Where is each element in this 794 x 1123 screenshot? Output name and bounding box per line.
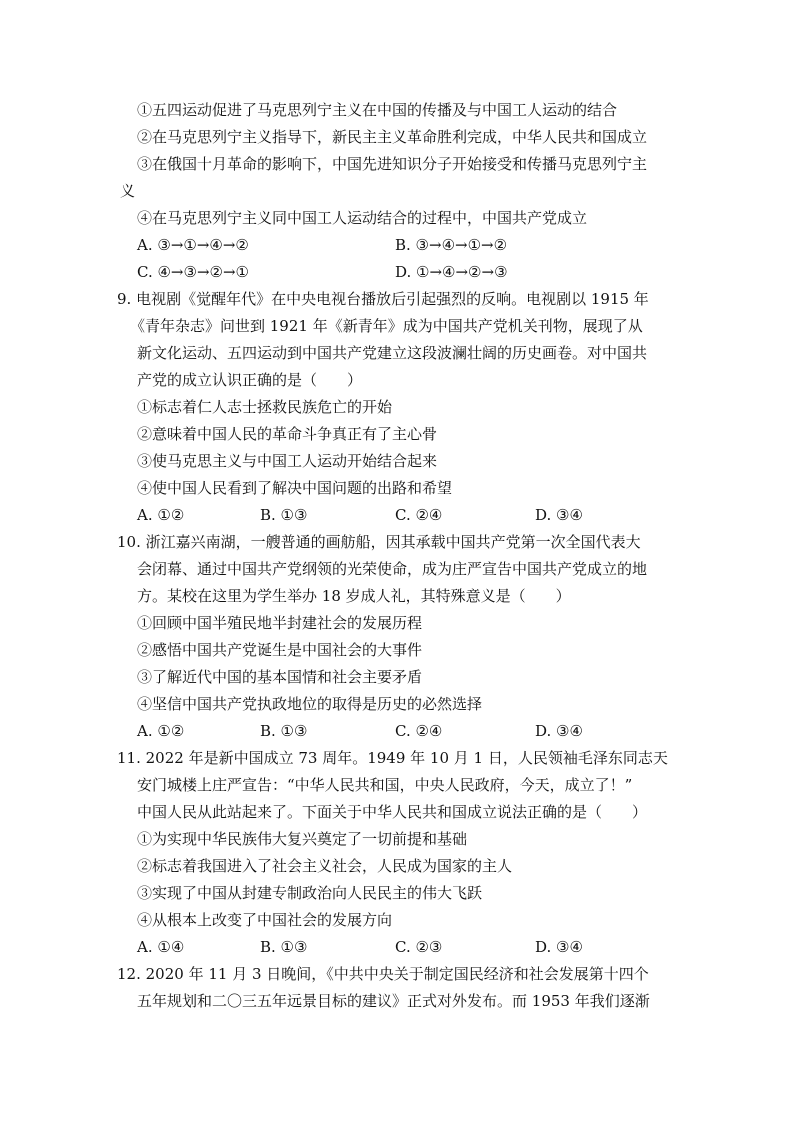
q12-stem-2: 五年规划和二〇三五年远景目标的建议》正式对外发布。而 1953 年我们逐渐 bbox=[137, 992, 650, 1010]
q8-option-c: C. ④→③→②→① bbox=[137, 263, 249, 281]
q11-option-b: B. ①③ bbox=[260, 938, 308, 956]
q10-stem-2: 会闭幕、通过中国共产党纲领的光荣使命，成为庄严宣告中国共产党成立的地 bbox=[137, 560, 648, 578]
q11-item-3: ③实现了中国从封建专制政治向人民民主的伟大飞跃 bbox=[137, 884, 483, 902]
q8-option-a: A. ③→①→④→② bbox=[137, 236, 249, 254]
q10-item-4: ④坚信中国共产党执政地位的取得是历史的必然选择 bbox=[137, 695, 483, 713]
q9-item-1: ①标志着仁人志士拯救民族危亡的开始 bbox=[137, 398, 393, 416]
q11-item-2: ②标志着我国进入了社会主义社会，人民成为国家的主人 bbox=[137, 857, 513, 875]
q11-stem-1: 11. 2022 年是新中国成立 73 周年。1949 年 10 月 1 日，人民领袖毛泽东同志天 bbox=[117, 749, 668, 767]
q10-item-2: ②感悟中国共产党诞生是中国社会的大事件 bbox=[137, 641, 423, 659]
q9-option-a: A. ①② bbox=[137, 506, 185, 524]
q8-item-3: ③在俄国十月革命的影响下，中国先进知识分子开始接受和传播马克思列宁主 bbox=[137, 155, 648, 173]
q10-stem-1: 10. 浙江嘉兴南湖，一艘普通的画舫船，因其承载中国共产党第一次全国代表大 bbox=[117, 533, 641, 551]
q9-option-c: C. ②④ bbox=[395, 506, 443, 524]
q8-item-2: ②在马克思列宁主义指导下，新民主主义革命胜利完成，中华人民共和国成立 bbox=[137, 128, 648, 146]
q8-item-3-cont: 义 bbox=[120, 182, 136, 200]
q11-stem-3: 中国人民从此站起来了。下面关于中华人民共和国成立说法正确的是（ ） bbox=[137, 803, 648, 821]
q10-option-b: B. ①③ bbox=[260, 722, 308, 740]
q11-option-d: D. ③④ bbox=[535, 938, 583, 956]
q10-option-a: A. ①② bbox=[137, 722, 185, 740]
q10-option-d: D. ③④ bbox=[535, 722, 583, 740]
q9-stem-2: 《青年杂志》问世到 1921 年《新青年》成为中国共产党机关刊物，展现了从 bbox=[130, 317, 643, 335]
q9-option-b: B. ①③ bbox=[260, 506, 308, 524]
q11-item-4: ④从根本上改变了中国社会的发展方向 bbox=[137, 911, 393, 929]
q11-option-a: A. ①④ bbox=[137, 938, 185, 956]
q8-item-1: ①五四运动促进了马克思列宁主义在中国的传播及与中国工人运动的结合 bbox=[137, 101, 618, 119]
q10-option-c: C. ②④ bbox=[395, 722, 443, 740]
q10-item-1: ①回顾中国半殖民地半封建社会的发展历程 bbox=[137, 614, 423, 632]
q10-stem-3: 方。某校在这里为学生举办 18 岁成人礼，其特殊意义是（ ） bbox=[137, 587, 571, 605]
q8-option-d: D. ①→④→②→③ bbox=[395, 263, 508, 281]
q11-item-1: ①为实现中华民族伟大复兴奠定了一切前提和基础 bbox=[137, 830, 468, 848]
q11-option-c: C. ②③ bbox=[395, 938, 443, 956]
q9-option-d: D. ③④ bbox=[535, 506, 583, 524]
q10-item-3: ③了解近代中国的基本国情和社会主要矛盾 bbox=[137, 668, 423, 686]
q12-stem-1: 12. 2020 年 11 月 3 日晚间，《中共中央关于制定国民经济和社会发展第十四个 bbox=[117, 965, 649, 983]
q9-item-4: ④使中国人民看到了解决中国问题的出路和希望 bbox=[137, 479, 453, 497]
q9-item-2: ②意味着中国人民的革命斗争真正有了主心骨 bbox=[137, 425, 438, 443]
q9-stem-4: 产党的成立认识正确的是（ ） bbox=[137, 371, 363, 389]
q9-stem-3: 新文化运动、五四运动到中国共产党建立这段波澜壮阔的历史画卷。对中国共 bbox=[137, 344, 648, 362]
q8-option-b: B. ③→④→①→② bbox=[395, 236, 508, 254]
q8-item-4: ④在马克思列宁主义同中国工人运动结合的过程中，中国共产党成立 bbox=[137, 209, 588, 227]
q11-stem-2: 安门城楼上庄严宣告：“中华人民共和国，中央人民政府，今天，成立了！” bbox=[137, 776, 633, 794]
q9-stem-1: 9. 电视剧《觉醒年代》在中央电视台播放后引起强烈的反响。电视剧以 1915 年 bbox=[117, 290, 649, 308]
q9-item-3: ③使马克思主义与中国工人运动开始结合起来 bbox=[137, 452, 438, 470]
